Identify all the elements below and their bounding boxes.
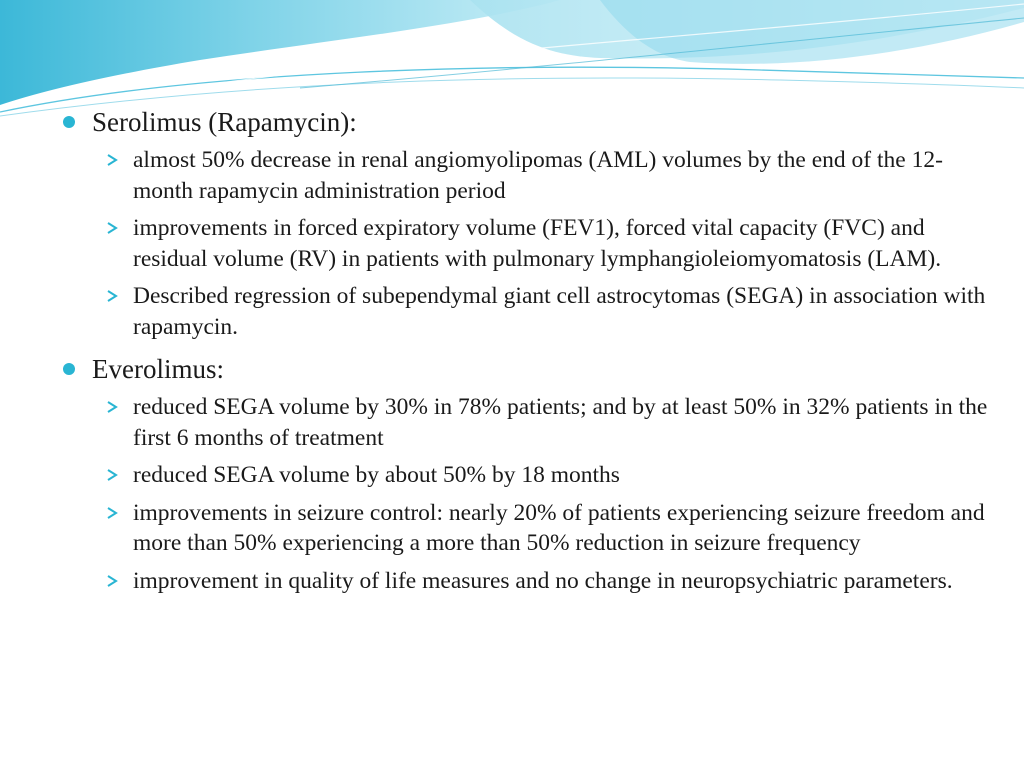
bullet-serolimus [60, 106, 990, 138]
list-item: almost 50% decrease in renal angiomyolipomas (AML) volumes by the end of the 12-month rapamycin administration period [133, 145, 990, 206]
list-item: improvements in forced expiratory volume (FEV1), forced vital capacity (FVC) and residual volume (RV) in patients with pulmonary lymphangioleiomyomatosis (LAM). [133, 213, 990, 274]
arrow-bullet-icon [105, 400, 119, 414]
arrow-bullet-icon [105, 153, 119, 167]
everolimus-sub-list [60, 392, 990, 596]
list-item: Described regression of subependymal giant cell astrocytomas (SEGA) in association with rapamycin. [133, 281, 990, 342]
serolimus-sub-list [60, 145, 990, 342]
arrow-bullet-icon [105, 221, 119, 235]
arrow-bullet-icon [105, 289, 119, 303]
list-item: reduced SEGA volume by 30% in 78% patients; and by at least 50% in 32% patients in the first 6 months of treatment [133, 392, 990, 453]
list-item: reduced SEGA volume by about 50% by 18 months [133, 460, 990, 491]
arrow-bullet-icon [105, 506, 119, 520]
header-wave-decoration [0, 0, 1024, 120]
heading-serolimus: Serolimus (Rapamycin): [92, 107, 357, 137]
bullet-everolimus [60, 353, 990, 385]
arrow-bullet-icon [105, 468, 119, 482]
list-item: improvements in seizure control: nearly 20% of patients experiencing seizure freedom and more than 50% experiencing a more than 50% reduction in seizure frequency [133, 498, 990, 559]
list-item: improvement in quality of life measures and no change in neuropsychiatric parameters. [133, 566, 990, 597]
bullet-dot-icon [63, 363, 75, 375]
bullet-dot-icon [63, 116, 75, 128]
slide-body [60, 106, 990, 596]
heading-everolimus: Everolimus: [92, 354, 224, 384]
arrow-bullet-icon [105, 574, 119, 588]
